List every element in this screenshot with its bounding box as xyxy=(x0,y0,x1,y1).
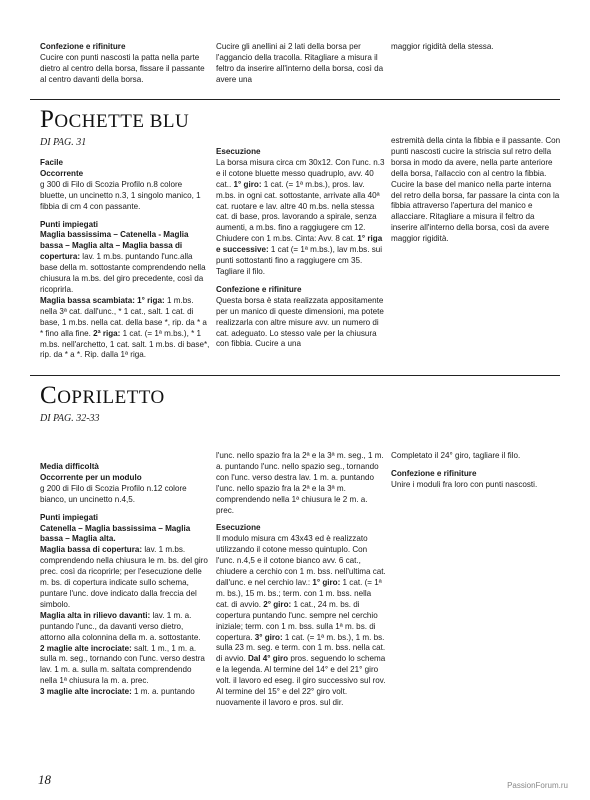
pochette-occ-heading: Occorrente xyxy=(40,168,84,178)
pochette-exec-text-a: La borsa misura circa cm 30x12. Con l'unc. n.3 e il cotone bluette messo quadruplo, avv. 40 cat.. xyxy=(216,157,385,189)
pochette-title-rest: OCHETTE BLU xyxy=(54,111,190,132)
copriletto-occ-heading: Occorrente per un modulo xyxy=(40,472,142,482)
copriletto-rilievo-label: Maglia alta in rilievo davanti: xyxy=(40,610,151,620)
top-col1 xyxy=(40,42,210,86)
copriletto-title xyxy=(40,382,165,410)
pochette-punti-para xyxy=(40,230,210,295)
top-col2 xyxy=(216,42,386,86)
top-col2-text: Cucire gli anellini ai 2 lati della borsa per l'aggancio della tracolla. Ritagliare a misura il feltro da inserire all'interno della borsa, così da avere una xyxy=(216,42,384,84)
copriletto-col3-text: Completato il 24° giro, tagliare il filo. xyxy=(391,451,521,460)
copriletto-incr3-text: 1 m. a. puntando xyxy=(131,687,195,697)
pochette-punti-list: Maglia bassissima – Catenella - Maglia bassa – Maglia alta – Maglia bassa di copertura: xyxy=(40,230,189,262)
pochette-conf-heading: Confezione e rifiniture xyxy=(216,284,302,294)
pochette-punti-text: lav. 1 m.bs. puntando l'unc.alla base della m. sottostante comprendendo nella chiusura la m.bs. del giro precedente, così da ricoprirla. xyxy=(40,252,206,294)
copriletto-exec-text-a: Il modulo misura cm 43x43 ed è realizzato utilizzando il cotone messo quintuplo. Con l'unc. n.4,5 e il cotone bianco avv. 6 cat., chiudere a cerchio con 1 m. bss. nell'ultima cat. dall'unc. e nel cerchio lav.: xyxy=(216,534,386,587)
watermark: PassionForum.ru xyxy=(507,781,568,790)
section-divider-copriletto xyxy=(30,375,560,376)
copriletto-col1 xyxy=(40,462,210,698)
pochette-col1 xyxy=(40,158,210,361)
copriletto-conf-heading: Confezione e rifiniture xyxy=(391,468,477,478)
pochette-col3 xyxy=(391,136,561,245)
copriletto-col3 xyxy=(391,451,561,491)
copriletto-g3-label: 3° giro: xyxy=(254,632,283,642)
pochette-scamb-para xyxy=(40,296,210,361)
top-col3-text: maggior rigidità della stessa. xyxy=(391,42,494,51)
copriletto-incr2-para xyxy=(40,644,210,688)
copriletto-conf-text: Unire i moduli fra loro con punti nascosti. xyxy=(391,479,538,489)
copriletto-occ-text: g 200 di Filo di Scozia Profilo n.12 colore bianco, un uncinetto n.4,5. xyxy=(40,483,187,504)
copriletto-g1-text: 1 cat. (= 1ª m. bs.), 15 m. bs.; term. con 1 m. bss. nella cat. di avvio. xyxy=(216,577,382,609)
copriletto-rilievo-para xyxy=(40,611,210,644)
copriletto-g1-label: 1° giro: xyxy=(312,577,341,587)
copriletto-title-initial: C xyxy=(40,382,58,409)
pochette-difficulty: Facile xyxy=(40,158,63,167)
top-col1-text: Cucire con punti nascosti la patta nella parte dietro al centro della borsa, fissare il passante al centro davanti della borsa. xyxy=(40,52,205,84)
copriletto-punti-list: Catenella – Maglia bassissima – Maglia bassa – Maglia alta. xyxy=(40,523,191,544)
copriletto-g2-text: 1 cat., 24 m. bs. di copertura puntando l'unc. sempre nel cerchio iniziale; term. con 1 m. bss. sulla 1ª m. bs. di copertura. xyxy=(216,599,378,642)
pochette-col3-text: estremità della cinta la fibbia e il passante. Con punti nascosti cucire la striscia sul retro della borsa in modo da avere, nella parte anteriore della borsa, l'allaccio con al centro la fibbia. Cucire la base del manico nella parte interna del retro della borsa, far passare la cinta con la fibbia attraverso l'apertura del manico e allacciare. Ritagliare a misura il feltro da inserire all'interno della borsa, così da avere maggior rigidità. xyxy=(391,136,561,244)
copriletto-g2-label: 2° giro: xyxy=(263,599,292,609)
pochette-riga1-label: 1° riga e successive: xyxy=(216,234,383,255)
pochette-giro1-label: 1° giro: xyxy=(233,179,262,189)
copriletto-incr2-text: salt. 1 m., 1 m. a. sulla m. seg., tornando con l'unc. verso destra lav. 1 m. a. sulla m. saltata comprendendo nella 1ª chiusura la m. a. prec. xyxy=(40,643,205,686)
pochette-col2 xyxy=(216,147,386,350)
pochette-riga2-text: 1 cat. (= 1ª m.bs.), * 1 m.bs. nell'archetto, 1 cat. salt. 1 m.bs. di base*, rip. da * a *. Rip. dalla 1ª riga. xyxy=(40,328,210,360)
pochette-conf-text: Questa borsa è stata realizzata appositamente per un manico di queste dimensioni, ma potete realizzarla con altre misure avv. un numero di cat. adeguato. Lo stesso vale per la chiusura con fibbia. Cucire a una xyxy=(216,295,384,349)
copriletto-g3-text: 1 cat. (= 1ª m. bs.), 1 m. bs. sulla 23 m. seg. e term. con 1 m. bss. nella cat. di avvio. xyxy=(216,632,386,664)
copriletto-g4-text: pros. seguendo lo schema e la legenda. Al termine del 14° e del 21° giro volt. il lavoro ed eseg. il giro successivo sul rov. Al termine del 15° e del 22° giro volt. nuovamente il lavoro e pros. sul dir. xyxy=(216,654,386,707)
copriletto-col2 xyxy=(216,451,386,709)
pochette-scamb-text: 1 m.bs. nella 3ª cat. dall'unc., * 1 cat., salt. 1 cat. di base, 1 m.bs. nella cat. della base *, rip. da * a * fino alla fine. xyxy=(40,295,207,338)
pochette-exec-text-b: 1 cat. (= 1ª m.bs.), pros. lav. m.bs. in ogni cat. sottostante, arrivate alla 40ª cat. ruotare e lav. altre 40 m.bs. nella stessa cat. di base, pros. lavorando a spirale, senza aumenti, a m.bs. fino a raggiugere cm 12. Chiudere con 1 m.bs. Cinta: Avv. 8 cat. xyxy=(216,179,380,244)
pochette-title-initial: P xyxy=(40,106,55,133)
pochette-exec-heading: Esecuzione xyxy=(216,147,261,156)
copriletto-difficulty: Media difficoltà xyxy=(40,462,99,471)
copriletto-cop-label: Maglia bassa di copertura: xyxy=(40,545,143,555)
pochette-exec-para xyxy=(216,158,386,278)
copriletto-g4-label: Dal 4° giro xyxy=(247,654,289,664)
copriletto-col2-top-text: l'unc. nello spazio fra la 2ª e la 3ª m. seg., 1 m. a. puntando l'unc. nello spazio seg., tornando con l'unc. verso destra lav. 1 m. a. puntando l'unc. nello spazio fra la 2ª e la 3ª m. comprendendo nella 1ª chiusura le 2 m. a. prec. xyxy=(216,451,384,515)
copriletto-exec-heading: Esecuzione xyxy=(216,523,261,533)
pochette-title xyxy=(40,106,189,134)
copriletto-punti-heading: Punti impiegati xyxy=(40,512,99,522)
pochette-riga2-label: 2ª riga: xyxy=(93,328,121,338)
copriletto-title-rest: OPRILETTO xyxy=(57,387,165,408)
pochette-scamb-label: Maglia bassa scambiata: 1° riga: xyxy=(40,295,165,305)
pochette-punti-heading: Punti impiegati xyxy=(40,219,99,229)
top-col3 xyxy=(391,42,561,53)
copriletto-subtitle: DI PAG. 32-33 xyxy=(40,413,100,424)
copriletto-incr3-para xyxy=(40,687,210,698)
copriletto-cop-para xyxy=(40,545,210,610)
copriletto-exec-para xyxy=(216,534,386,709)
page-number: 18 xyxy=(38,772,51,787)
section-divider-pochette xyxy=(30,99,560,100)
copriletto-incr2-label: 2 maglie alte incrociate: xyxy=(40,643,132,653)
copriletto-cop-text: lav. 1 m.bs. comprendendo nella chiusura le m. bs. del giro prec. così da ricoprirle; per l'esecuzione delle m. bs. di copertura indicate sullo schema, puntare l'unc. dove indicato dalla freccia del simbolo. xyxy=(40,545,208,609)
pochette-exec-text-c: 1 cat (= 1ª m.bs.), lav m.bs. sui punti sottostanti fino a raggiugere cm 35. Tagliare il filo. xyxy=(216,245,383,276)
copriletto-rilievo-text: lav. 1 m. a. puntando l'unc., da davanti verso dietro, attorno alla colonnina della m. a. sottostante. xyxy=(40,610,201,642)
top-col1-heading: Confezione e rifiniture xyxy=(40,42,126,51)
pochette-subtitle: DI PAG. 31 xyxy=(40,137,87,148)
pochette-occ-text: g 300 di Filo di Scozia Profilo n.8 colore bluette, un uncinetto n.3, 1 singolo manico, 1 fibbia di cm 4 con passante. xyxy=(40,179,201,211)
copriletto-incr3-label: 3 maglie alte incrociate: xyxy=(40,687,132,697)
